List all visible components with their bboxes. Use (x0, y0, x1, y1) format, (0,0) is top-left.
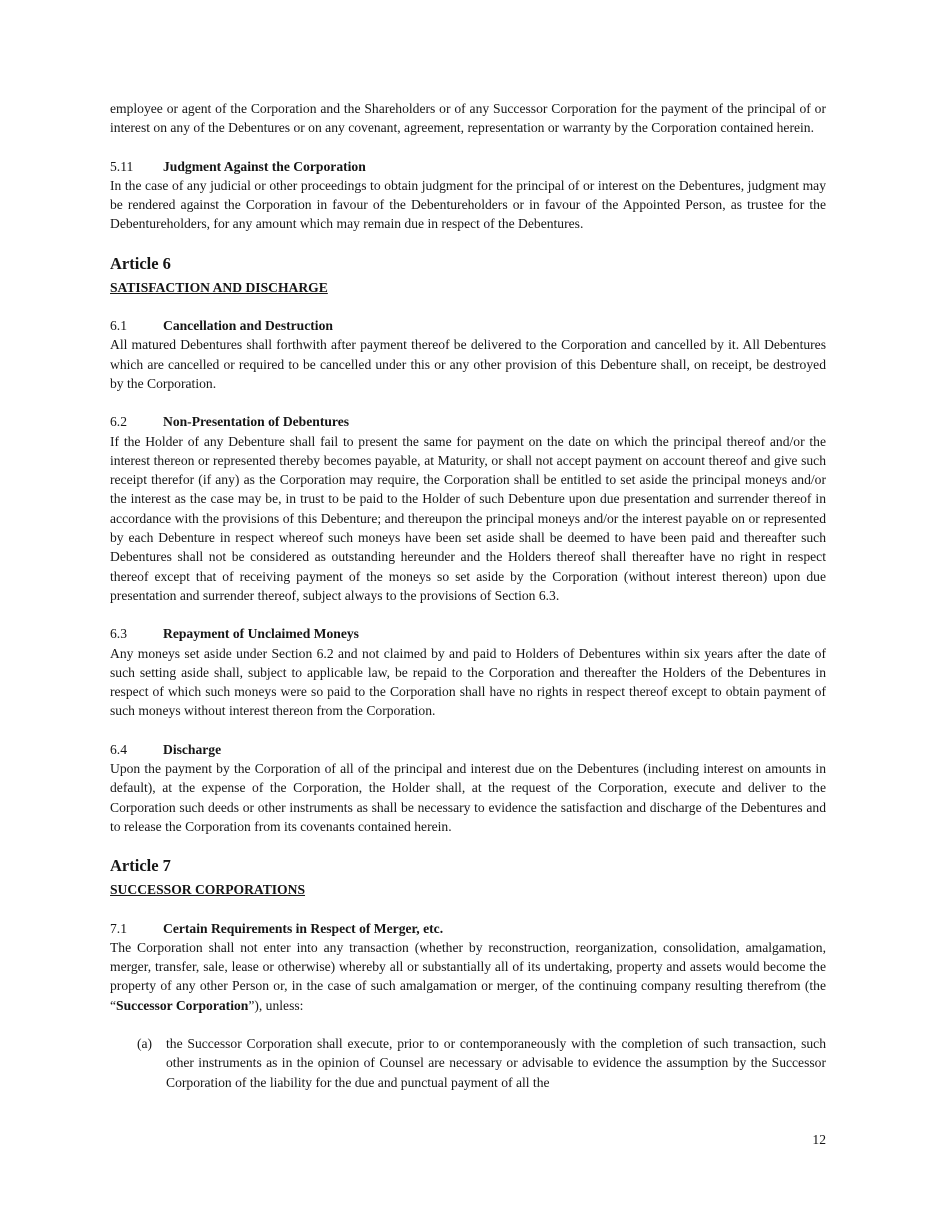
article-6-heading (110, 253, 826, 297)
list-item-label: (a) (137, 1035, 153, 1051)
section-heading-6-4 (110, 740, 826, 759)
defined-term: Successor Corporation (116, 997, 249, 1013)
section-body-7-1 (110, 938, 826, 1015)
section-body-6-2: If the Holder of any Debenture shall fail to present the same for payment on the date on which the principal thereof and/or the interest thereon or represented thereby becomes payable, at Maturity, or shall not accept payment on account thereof and give such receipt therefor (if any) as the Corporation may require, the Corporation shall be entitled to set aside the principal moneys and/or the interest as the case may be, in trust to be paid to the Holder of such Debenture upon due presentation and surrender thereof in accordance with the provisions of this Debenture; and thereupon the principal moneys and/or the interest payable on or represented by each Debenture in respect whereof such moneys have been set aside shall be deemed to have been paid and thereafter such Debentures shall not be considered as outstanding hereunder and the Holders thereof shall thereafter have no right in respect thereof except that of receiving payment of the moneys so set aside by the Corporation (without interest thereon) upon due presentation and surrender thereof, subject always to the provisions of Section 6.3. (110, 433, 826, 603)
list-item-a (137, 1034, 826, 1092)
section-number: 5.11 (110, 158, 134, 174)
section-heading-5-11 (110, 157, 826, 176)
article-title: Article 6 (110, 253, 171, 273)
section-title: Certain Requirements in Respect of Merger, etc. (163, 920, 444, 936)
section-title: Non-Presentation of Debentures (163, 414, 350, 430)
article-title: Article 7 (110, 856, 171, 876)
section-heading-7-1 (110, 919, 826, 938)
section-body-5-11: In the case of any judicial or other proceedings to obtain judgment for the principal of or interest on the Debentures, judgment may be rendered against the Corporation in favour of the Debentureholders or in favour of the Appointed Person, as trustee for the Debentureholders, for any amount which may remain due in respect of the Debentures. (110, 177, 826, 232)
section-number: 6.3 (110, 626, 127, 642)
section-body-6-3: Any moneys set aside under Section 6.2 and not claimed by and paid to Holders of Debentures within six years after the date of such setting aside shall, subject to applicable law, be repaid to the Corporation and thereafter the Holders of the Debentures in respect of which such moneys were so paid to the Corporation shall have no rights in respect thereof except to obtain payment of such moneys without interest thereon from the Corporation. (110, 645, 826, 719)
section-title: Discharge (163, 741, 222, 757)
section-number: 6.2 (110, 414, 127, 430)
section-body-6-4: Upon the payment by the Corporation of all of the principal and interest due on the Debentures (including interest on amounts in default), at the expense of the Corporation, the Holder shall, at the request of the Corporation, execute and deliver to the Corporation such deeds or other instruments as shall be necessary to evidence the satisfaction and discharge of the Debentures and to release the Corporation from its covenants contained herein. (110, 761, 826, 834)
section-body-text: ”), unless: (248, 997, 304, 1013)
section-body-text: The Corporation shall not enter into any transaction (whether by reconstruction, reorganization, consolidation, amalgamation, merger, transfer, sale, lease or otherwise) whereby all or substantially all of its undertaking, property and assets would become the property of any other Person or, in the case of such amalgamation or merger, of the continuing company resulting therefrom (the “ (110, 939, 826, 1013)
list-item-text: the Successor Corporation shall execute, prior to or contemporaneously with the completion of such transaction, such other instruments as in the opinion of Counsel are necessary or advisable to evidence the assumption by the Successor Corporation of the liability for the due and punctual payment of all the (166, 1035, 826, 1090)
section-title: Repayment of Unclaimed Moneys (163, 626, 359, 642)
section-heading-6-2 (110, 412, 826, 431)
paragraph-continuation: employee or agent of the Corporation and the Shareholders or of any Successor Corporation for the payment of the principal of or interest on any of the Debentures or on any covenant, agreement, representation or warranty by the Corporation contained herein. (110, 101, 826, 136)
section-number: 6.1 (110, 318, 127, 334)
section-body-6-1: All matured Debentures shall forthwith after payment thereof be delivered to the Corporation and cancelled by it. All Debentures which are cancelled or required to be cancelled under this or any other provision of this Debenture shall, on receipt, be destroyed by the Corporation. (110, 337, 826, 391)
article-7-heading (110, 855, 826, 899)
page-number: 12 (812, 1132, 826, 1147)
section-number: 6.4 (110, 741, 127, 757)
section-heading-6-1 (110, 316, 826, 335)
section-title: Cancellation and Destruction (163, 318, 333, 334)
section-number: 7.1 (110, 920, 127, 936)
section-title: Judgment Against the Corporation (163, 158, 366, 174)
section-heading-6-3 (110, 624, 826, 643)
article-subtitle: SATISFACTION AND DISCHARGE (110, 279, 328, 295)
article-subtitle: SUCCESSOR CORPORATIONS (110, 882, 306, 898)
